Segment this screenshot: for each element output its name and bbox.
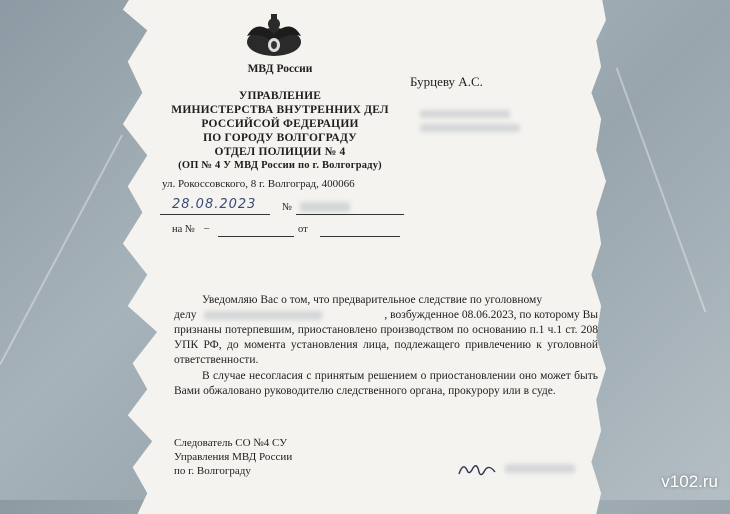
recipient-name: Бурцеву А.С. <box>410 74 483 89</box>
number-label: № <box>282 202 293 213</box>
redacted-address-line <box>420 124 520 132</box>
body-paragraph-1-rest: признаны потерпевшим, приостановлено производством по основанию п.1 ч.1 ст. 208 УПК РФ, до момента установления лица, подлежащего привлечению к уголовной ответственности. <box>174 324 598 367</box>
handwritten-date: 28.08.2023 <box>172 197 257 212</box>
redacted-outgoing-number <box>300 202 350 212</box>
reply-dash: – <box>204 223 210 234</box>
redacted-case-number <box>204 311 322 320</box>
site-watermark: v102.ru <box>661 472 718 491</box>
background-crease <box>616 67 707 312</box>
ministry-short-name: МВД России <box>247 63 313 75</box>
signature-line-2: Управления МВД России <box>174 451 293 463</box>
header-line-1: УПРАВЛЕНИЕ <box>238 90 322 102</box>
header-line-3: РОССИЙСОЙ ФЕДЕРАЦИИ <box>201 118 359 130</box>
reply-number-label: на № <box>172 224 195 235</box>
double-headed-eagle-emblem-icon <box>239 12 309 60</box>
reply-number-underline <box>218 236 294 237</box>
reply-from-label: от <box>298 224 308 235</box>
signature-line-1: Следователь СО №4 СУ <box>174 437 288 449</box>
handwritten-signature-icon <box>455 460 500 480</box>
number-underline <box>296 214 404 215</box>
body-paragraph-1-line-1: Уведомляю Вас о том, что предварительное следствие по уголовному <box>202 294 543 306</box>
background-crease <box>0 135 123 366</box>
date-underline <box>160 214 270 215</box>
body-paragraph-2: В случае несогласия с принятым решением о приостановлении оно может быть Вами обжаловано руководителю следственного органа, прокурору или в суде. <box>174 370 598 398</box>
header-line-4: ПО ГОРОДУ ВОЛГОГРАДУ <box>203 132 357 144</box>
header-line-6: (ОП № 4 У МВД России по г. Волгограду) <box>178 160 382 171</box>
redacted-investigator-name <box>505 464 575 473</box>
body-paragraph-1-suffix: , возбужденное 08.06.2023, по которому Вы <box>384 309 598 321</box>
body-paragraph-1-prefix: делу <box>174 309 197 321</box>
signature-line-3: по г. Волгограду <box>174 465 251 477</box>
redacted-address-line <box>420 110 510 118</box>
police-address: ул. Рокоссовского, 8 г. Волгоград, 400066 <box>162 178 355 190</box>
header-line-5: ОТДЕЛ ПОЛИЦИИ № 4 <box>214 146 346 158</box>
header-line-2: МИНИСТЕРСТВА ВНУТРЕННИХ ДЕЛ <box>171 104 389 116</box>
reply-date-underline <box>320 236 400 237</box>
